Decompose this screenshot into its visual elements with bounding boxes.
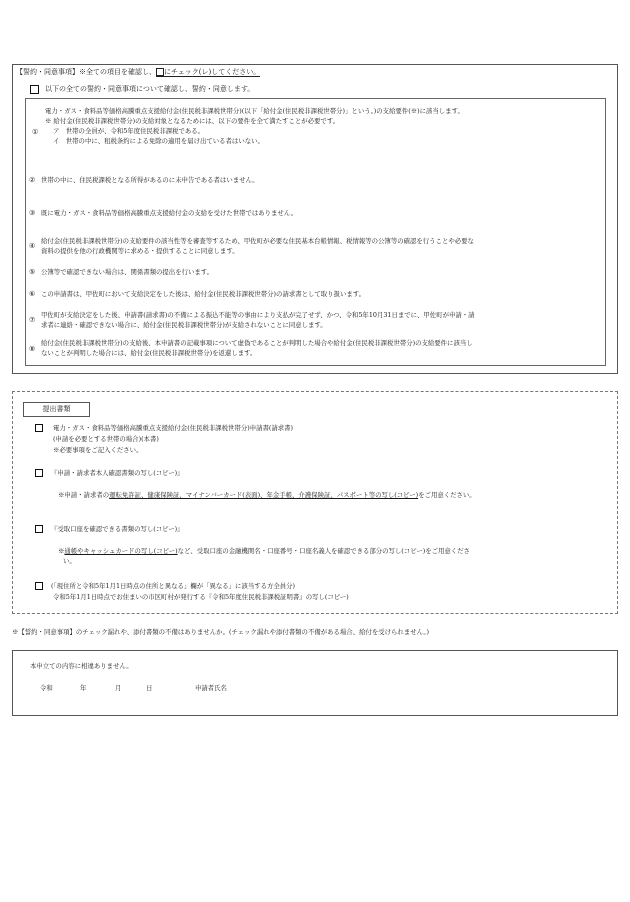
doc-2-note-emphasis: 運転免許証、健康保険証、マイナンバーカード(表面)、年金手帳、介護保険証、パスポート等の写し(コピー) — [109, 491, 419, 499]
item-3-text: 既に電力・ガス・食料品等価格高騰重点支援給付金の支給を受けた世帯ではありません。 — [41, 209, 298, 217]
pledge-heading — [16, 68, 260, 77]
inline-checkbox-icon — [156, 68, 164, 76]
doc-1-checkbox[interactable] — [35, 424, 43, 432]
documents-title: 提出書類 — [23, 402, 90, 417]
item-8-number: ⑧ — [29, 345, 36, 353]
doc-3-note-line-2: い。 — [63, 557, 76, 565]
item-3-number: ③ — [29, 209, 36, 217]
doc-2-checkbox[interactable] — [35, 469, 43, 477]
item-5-number: ⑤ — [29, 268, 36, 276]
item-2-text: 世帯の中に、住民税課税となる所得があるのに未申告である者はいません。 — [41, 176, 259, 184]
doc-2-title: 『申請・請求者本人確認書類の写し(コピー)』 — [51, 469, 184, 477]
date-month-label: 月 — [115, 684, 122, 692]
confirmation-box — [12, 650, 618, 716]
confirm-text: 本申立ての内容に相違ありません。 — [30, 662, 133, 670]
doc-4-line-1: (「現住所と令和5年1月1日時点の住所と異なる」欄が「異なる」に該当する方全員分) — [51, 582, 296, 590]
item-2-number: ② — [29, 176, 36, 184]
doc-3-note-emphasis: 通帳やキャッシュカードの写し(コピー) — [64, 547, 178, 555]
doc-3-note — [58, 547, 470, 556]
item-1-line-4: イ 世帯の中に、租税条約による免除の適用を届け出ている者はいない。 — [53, 137, 264, 145]
doc-2-note-post: をご用意ください。 — [418, 491, 476, 499]
item-8-line-2: ないことが判明した場合には、給付金(住民税非課税世帯分)を返還します。 — [41, 349, 257, 357]
item-6-text: この申請書は、甲佐町において支給決定をした後は、給付金(住民税非課税世帯分)の請求書として取り扱います。 — [41, 290, 366, 298]
applicant-name-label: 申請者氏名 — [195, 684, 227, 692]
doc-3-note-post: など、受取口座の金融機関名・口座番号・口座名義人を確認できる部分の写し(コピー)をご用意くださ — [177, 547, 470, 555]
doc-2-note-pre: ※申請・請求者の — [58, 491, 110, 499]
item-1-line-2: ※ 給付金(住民税非課税世帯分)の支給対象となるためには、以下の要件を全て満たすことが必要です。 — [45, 117, 340, 125]
item-1-line-3: ア 世帯の全員が、令和5年度住民税非課税である。 — [53, 127, 205, 135]
doc-1-line-1: 電力・ガス・食料品等価格高騰重点支援給付金(住民税非課税世帯分)申請書(請求書) — [53, 424, 294, 432]
date-year-label: 年 — [80, 684, 87, 692]
doc-4-line-2: 令和5年1月1日時点でお住まいの市区町村が発行する『令和5年度住民税非課税証明書』の写し(コピー) — [53, 593, 349, 601]
agree-all-checkbox[interactable] — [30, 85, 39, 94]
item-7-line-2: 求者に連絡・確認できない場合に、給付金(住民税非課税世帯分)が支給されないことに同意します。 — [41, 321, 327, 329]
doc-3-note-pre: ※ — [58, 547, 65, 555]
doc-1-line-2: (申請を必要とする世帯の場合)(本書) — [53, 435, 159, 443]
doc-3-title: 『受取口座を確認できる書類の写し(コピー)』 — [51, 525, 184, 533]
warning-note: ※【誓約・同意事項】のチェック漏れや、添付書類の不備はありませんか。(チェック漏れや添付書類の不備がある場合、給付を受けられません。) — [12, 628, 430, 636]
pledge-heading-post: にチェック(レ)してください。 — [164, 68, 261, 76]
item-5-text: 公簿等で確認できない場合は、関係書類の提出を行います。 — [41, 268, 214, 276]
doc-3-checkbox[interactable] — [35, 525, 43, 533]
item-4-line-2: 資料の提供を他の行政機関等に求める・提供することに同意します。 — [41, 247, 239, 255]
item-1-number: ① — [32, 128, 39, 136]
item-1-line-1: 電力・ガス・食料品等価格高騰重点支援給付金(住民税非課税世帯分)(以下「給付金(住民税非課税世帯分)」という。)の支給要件(※)に該当します。 — [45, 107, 464, 115]
item-7-number: ⑦ — [29, 316, 36, 324]
pledge-heading-emphasis — [156, 68, 260, 77]
doc-1-line-3: ※必要事項をご記入ください。 — [53, 446, 143, 454]
item-8-line-1: 給付金(住民税非課税世帯分)の支給後、本申請書の記載事項について虚偽であることが判明した場合や給付金(住民税非課税世帯分)の支給要件に該当し — [41, 339, 473, 347]
date-day-label: 日 — [146, 684, 153, 692]
item-6-number: ⑥ — [29, 290, 36, 298]
pledge-heading-pre: 【誓約・同意事項】※全ての項目を確認し、 — [16, 68, 156, 76]
agree-all-label: 以下の全ての誓約・同意事項について確認し、誓約・同意します。 — [45, 85, 255, 93]
date-era-label: 令和 — [40, 684, 53, 692]
item-4-number: ④ — [29, 242, 36, 250]
item-4-line-1: 給付金(住民税非課税世帯分)の支給要件の該当性等を審査等するため、甲佐町が必要な住民基本台帳情報、税情報等の公簿等の確認を行うことや必要な — [41, 237, 474, 245]
doc-4-checkbox[interactable] — [35, 582, 43, 590]
item-7-line-1: 甲佐町が支給決定をした後、申請書(請求書)の不備による振込不能等の事由により支払が完了せず、かつ、令和5年10月31日までに、甲佐町が申請・請 — [41, 311, 475, 319]
doc-2-note — [58, 491, 476, 500]
